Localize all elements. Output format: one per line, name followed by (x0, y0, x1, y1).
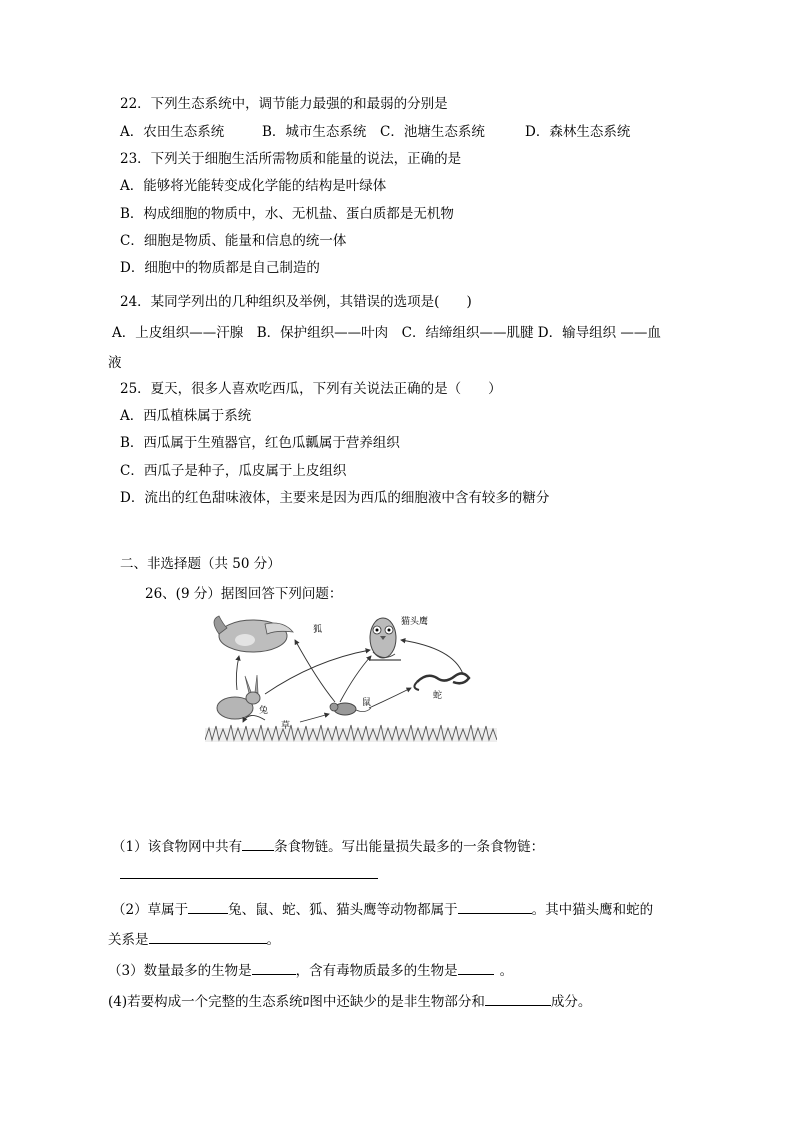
rabbit-illustration (217, 675, 260, 719)
arrow-rabbit-fox (236, 656, 239, 690)
arrow-snake-owl (401, 640, 463, 674)
q22-option-b: B．城市生态系统 (262, 124, 367, 140)
q26-sub1-answer-line (120, 864, 378, 884)
q26-sub3: （3）数量最多的生物是 ，含有毒物质最多的生物是 。 (108, 960, 513, 980)
most-toxic-blank[interactable] (458, 960, 494, 975)
q22-option-c: C．池塘生态系统 (380, 124, 485, 140)
q23-option-b: B．构成细胞的物质中，水、无机盐、蛋白质都是无机物 (120, 206, 454, 222)
energy-chain-blank[interactable] (120, 864, 378, 879)
q26-sub1: （1）该食物网中共有 条食物链。写出能量损失最多的一条食物链： (112, 836, 544, 856)
grass-role-blank[interactable] (188, 899, 228, 914)
arrow-mouse-fox (295, 640, 335, 702)
q23-option-a: A．能够将光能转变成化学能的结构是叶绿体 (120, 178, 387, 194)
q25-stem: 25．夏天，很多人喜欢吃西瓜，下列有关说法正确的是（ ） (120, 381, 502, 397)
q25-option-c: C．西瓜子是种子，瓜皮属于上皮组织 (120, 463, 347, 479)
owl-illustration (369, 618, 401, 660)
q24-options-line2: 液 (108, 355, 122, 371)
fox-label: 狐 (313, 625, 323, 635)
q25-option-b: B．西瓜属于生殖器官，红色瓜瓤属于营养组织 (120, 435, 400, 451)
fox-illustration (214, 616, 293, 652)
mouse-label: 鼠 (362, 698, 372, 708)
grass-label: 草 (281, 721, 291, 731)
q26-sub2-cont: 关系是 。 (108, 929, 280, 949)
q25-option-a: A．西瓜植株属于系统 (120, 408, 252, 424)
q26-stem: 26、(9 分）据图回答下列问题： (145, 586, 343, 602)
arrow-mouse-owl (340, 656, 371, 702)
most-numerous-blank[interactable] (252, 960, 296, 975)
q24-stem: 24．某同学列出的几种组织及举例，其错误的选项是( ) (120, 294, 472, 310)
q26-sub4: (4)若要构成一个完整的生态系统ﾛ图中还缺少的是非生物部分和 成分。 (108, 991, 591, 1011)
q22-option-a: A．农田生态系统 (120, 124, 225, 140)
section-title: 二、非选择题（共 50 分） (120, 556, 281, 572)
owl-label: 猫头鹰 (401, 617, 429, 627)
chain-count-blank[interactable] (242, 836, 274, 851)
q23-option-c: C．细胞是物质、能量和信息的统一体 (120, 233, 347, 249)
snake-label: 蛇 (433, 691, 443, 701)
q22-stem: 22．下列生态系统中，调节能力最强的和最弱的分别是 (120, 96, 448, 112)
q23-stem: 23．下列关于细胞生活所需物质和能量的说法，正确的是 (120, 151, 462, 167)
arrow-grass-mouse (300, 714, 329, 722)
food-web-figure (205, 610, 497, 745)
q23-option-d: D．细胞中的物质都是自己制造的 (120, 260, 320, 276)
animal-role-blank[interactable] (458, 899, 532, 914)
snake-illustration (414, 673, 469, 690)
relation-blank[interactable] (149, 929, 267, 944)
arrow-rabbit-owl (265, 650, 370, 694)
q24-options-line1: A．上皮组织——汗腺 B．保护组织——叶肉 C．结缔组织——肌腱 D．输导组织 ——血 (112, 325, 661, 341)
q25-option-d: D．流出的红色甜味液体，主要来是因为西瓜的细胞液中含有较多的糖分 (120, 490, 550, 506)
q22-option-d: D．森林生态系统 (525, 124, 631, 140)
q26-sub2: （2）草属于 兔、鼠、蛇、狐、猫头鹰等动物都属于 。其中猫头鹰和蛇的 (112, 899, 653, 919)
rabbit-label: 兔 (259, 706, 269, 716)
grass-ground (205, 725, 497, 742)
q22-options (120, 123, 630, 141)
missing-component-blank[interactable] (485, 991, 551, 1006)
arrow-mouse-snake (369, 688, 411, 708)
